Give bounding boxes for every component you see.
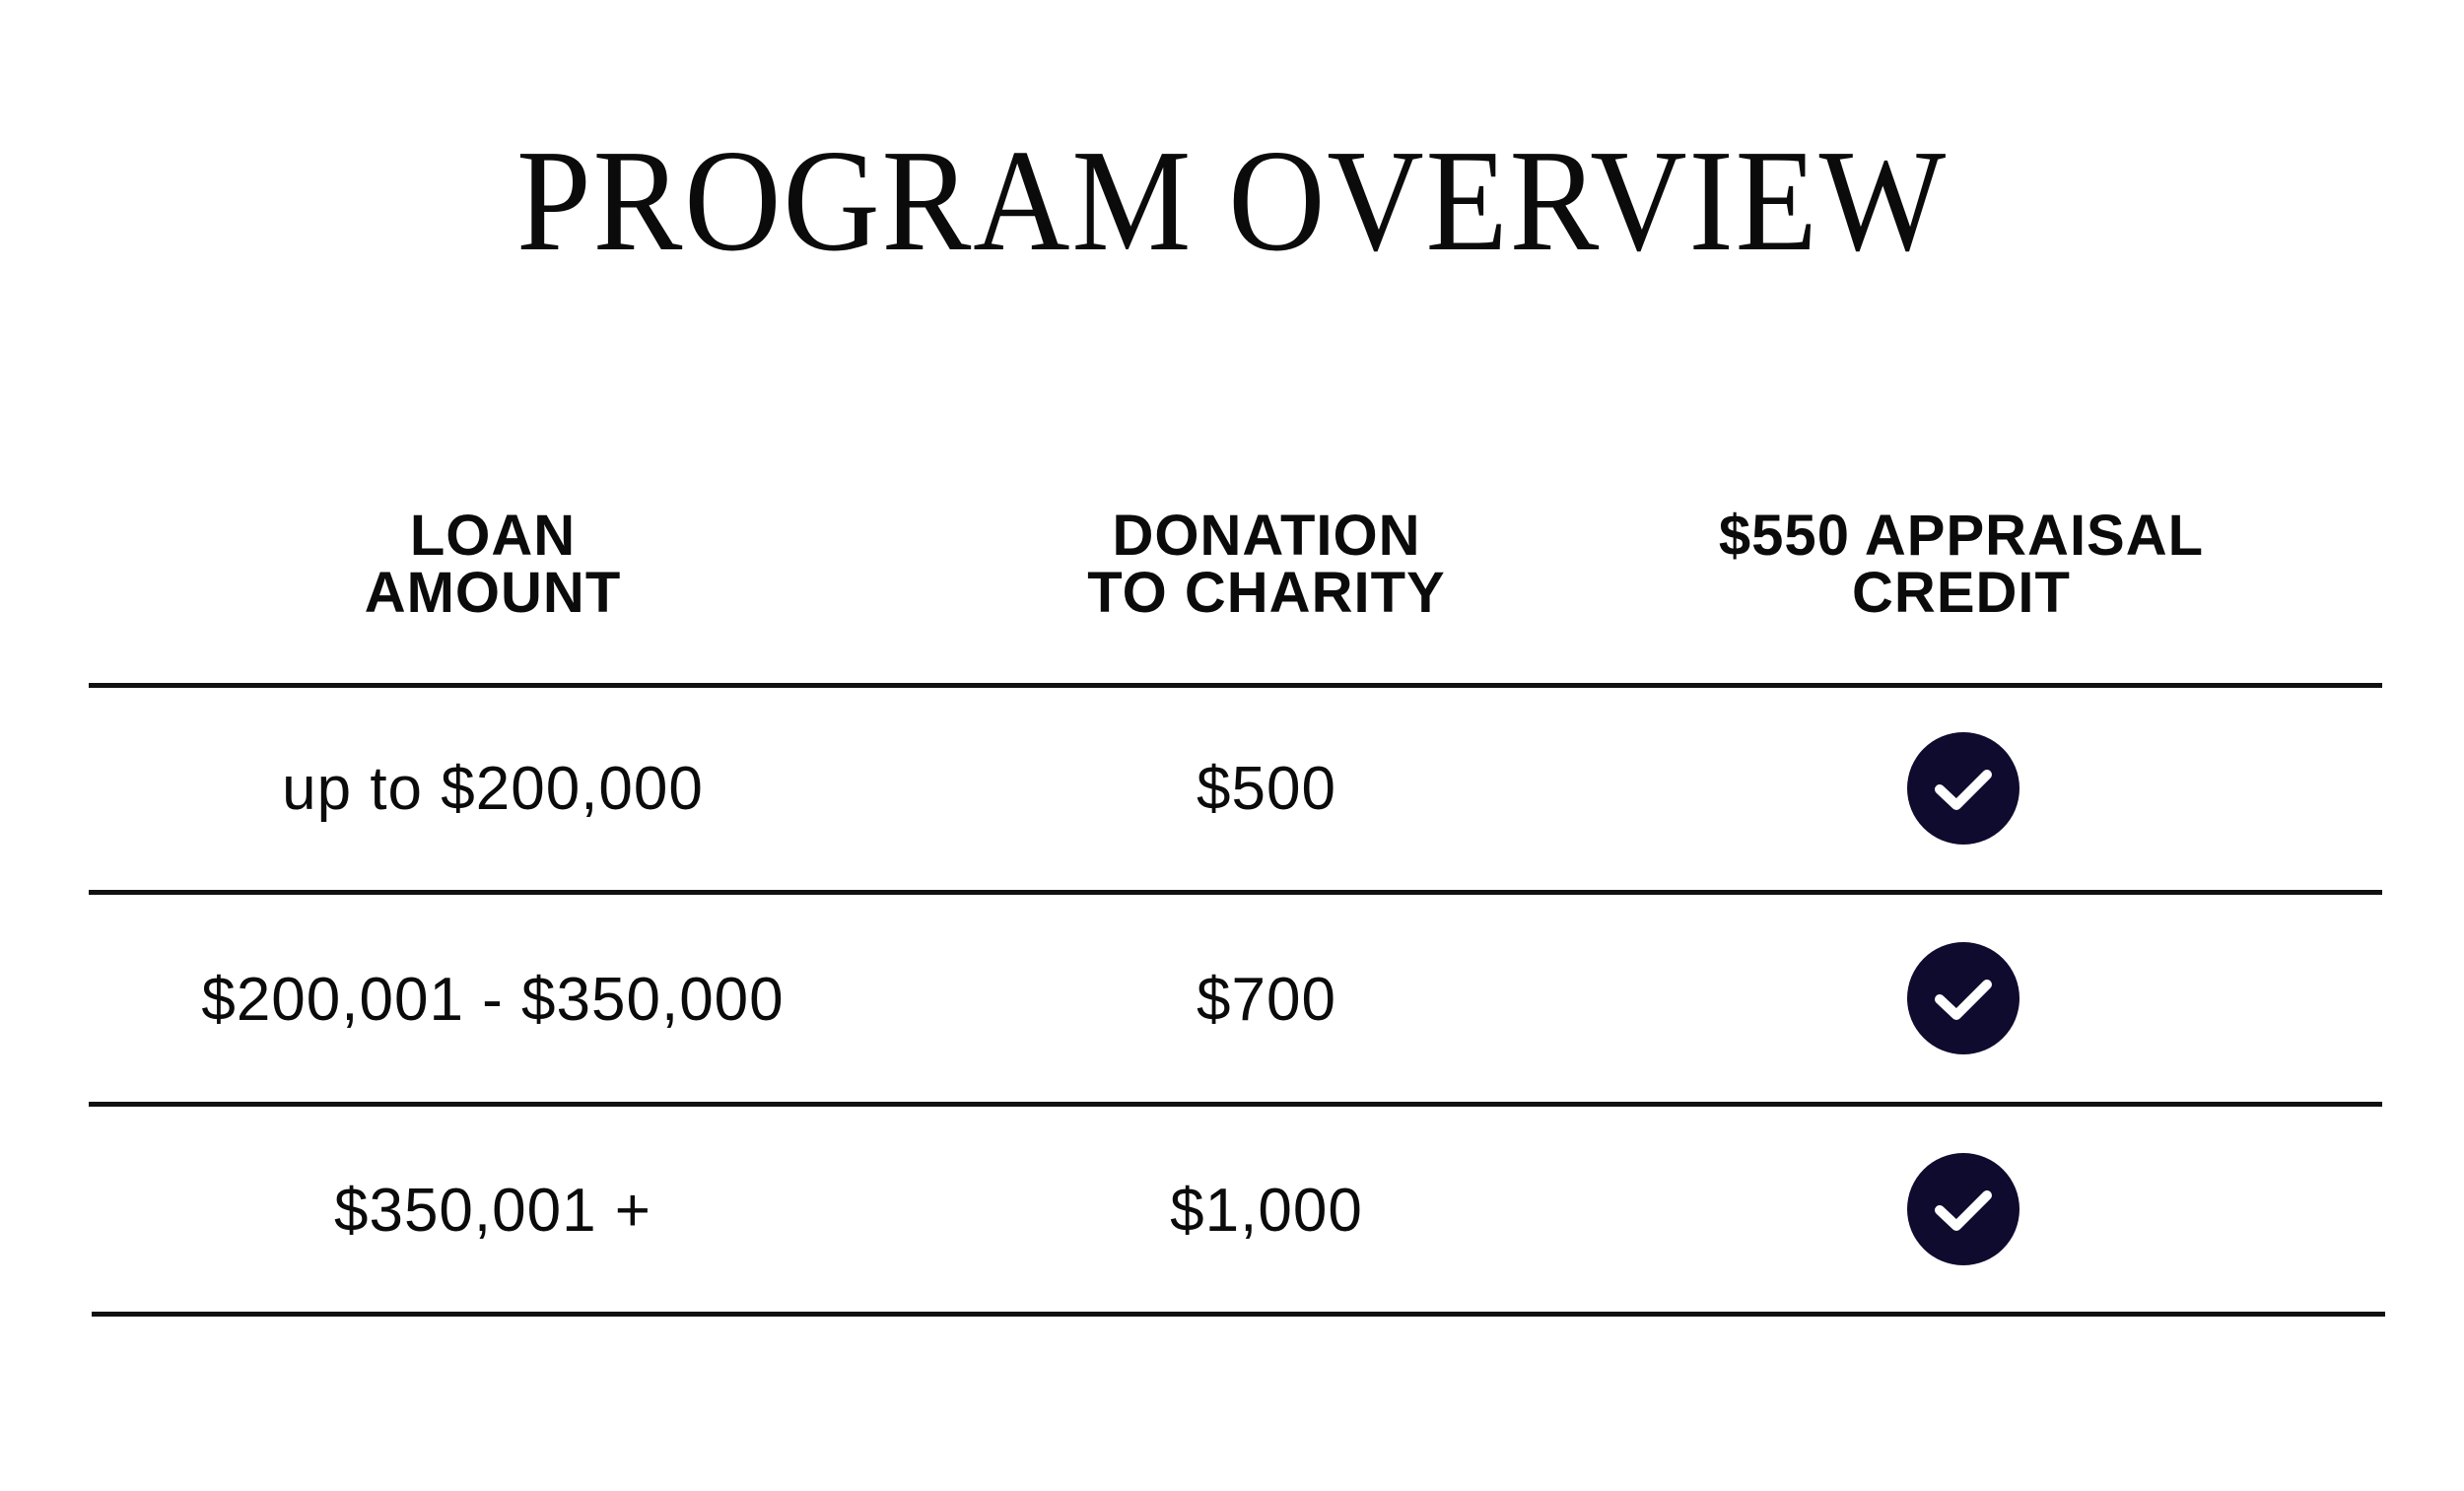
check-icon bbox=[1907, 1153, 2019, 1265]
check-icon bbox=[1907, 732, 2019, 845]
row-3-loan-amount: $350,001 + bbox=[333, 1177, 652, 1245]
header-loan-amount bbox=[256, 504, 729, 625]
row-3-check-icon bbox=[1907, 1153, 2019, 1265]
table-divider bbox=[89, 890, 2382, 895]
row-3-donation: $1,000 bbox=[1170, 1177, 1363, 1245]
header-loan-amount-line2: AMOUNT bbox=[364, 561, 622, 625]
header-donation bbox=[1030, 504, 1503, 625]
header-donation-line1: DONATION bbox=[1112, 504, 1421, 568]
row-2-check-icon bbox=[1907, 942, 2019, 1054]
header-appraisal-credit-line2: CREDIT bbox=[1852, 561, 2071, 625]
row-2-loan-amount: $200,001 - $350,000 bbox=[201, 966, 785, 1034]
header-loan-amount-line1: LOAN bbox=[409, 504, 577, 568]
header-appraisal-credit bbox=[1616, 504, 2306, 625]
check-icon bbox=[1907, 942, 2019, 1054]
row-1-donation: $500 bbox=[1197, 755, 1336, 823]
header-donation-line2: TO CHARITY bbox=[1087, 561, 1446, 625]
table-divider bbox=[89, 683, 2382, 688]
table-divider bbox=[92, 1312, 2385, 1317]
row-1-check-icon bbox=[1907, 732, 2019, 845]
row-1-loan-amount: up to $200,000 bbox=[282, 755, 704, 823]
header-appraisal-credit-line1: $550 APPRAISAL bbox=[1718, 504, 2205, 568]
row-2-donation: $700 bbox=[1197, 966, 1336, 1034]
table-divider bbox=[89, 1102, 2382, 1107]
page-title: PROGRAM OVERVIEW bbox=[515, 120, 1949, 282]
